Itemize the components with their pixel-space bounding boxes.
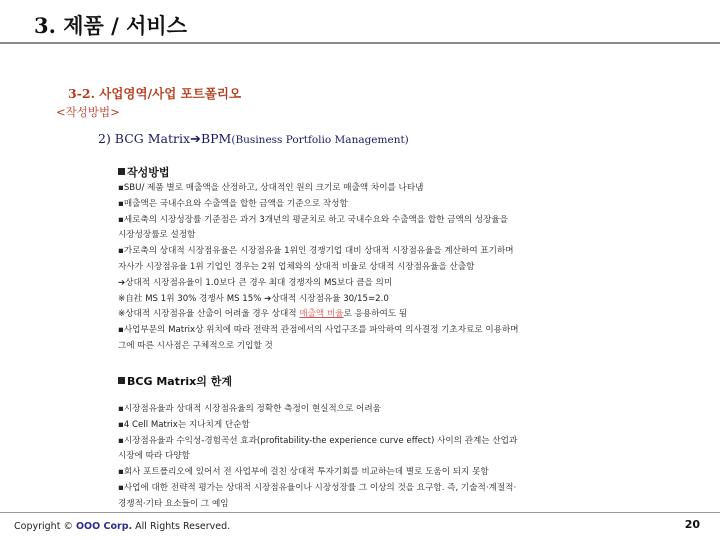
section-heading xyxy=(98,131,409,147)
method-line: ▪매출액은 국내수요와 수출액을 합한 금액을 기준으로 작성함 xyxy=(118,198,348,209)
copyright-prefix: Copyright © xyxy=(14,521,73,532)
limits-line: 경쟁적·기타 요소들이 그 예임 xyxy=(118,498,229,509)
method-line: ▪SBU/ 제품 별로 매출액을 산정하고, 상대적인 원의 크기로 매출액 차이를 나타냄 xyxy=(118,183,424,193)
limits-line: ▪사업에 대한 전략적 평가는 상대적 시장점유율이나 시장성장률 그 이상의 것을 요구함. 즉, 기술적·계절적· xyxy=(118,482,517,493)
title-divider xyxy=(0,42,720,44)
method-line: ▪세로축의 시장성장률 기준점은 과거 3개년의 평균치로 하고 국내수요와 수출액을 합한 금액의 성장율을 xyxy=(118,214,509,225)
method-line: ※自社 MS 1위 30% 경쟁사 MS 15% ➔상대적 시장점유율 30/15=2.0 xyxy=(118,293,389,304)
limits-line: ▪회사 포트폴리오에 있어서 전 사업부에 걸친 상대적 투자기회를 비교하는데 별로 도움이 되지 못함 xyxy=(118,467,489,478)
block-heading-label: 작성방법 xyxy=(127,166,170,179)
square-bullet-icon xyxy=(118,168,125,175)
section-heading-prefix: 2) BCG Matrix xyxy=(98,131,191,146)
page-title: 3. 제품 / 서비스 xyxy=(34,13,187,38)
line-text: ※상대적 시장점유율 산출이 어려울 경우 상대적 xyxy=(118,309,300,320)
block-heading-method xyxy=(118,164,170,180)
limits-lines xyxy=(118,402,678,513)
limits-line: ▪시장점유율과 상대적 시장점유율의 정확한 측정이 현실적으로 어려움 xyxy=(118,404,381,414)
limits-line: ▪4 Cell Matrix는 지나치게 단순함 xyxy=(118,419,250,430)
copyright-suffix: All Rights Reserved. xyxy=(135,521,231,532)
highlight-text: 매출액 비율 xyxy=(299,309,344,320)
corp-name: OOO Corp. xyxy=(75,521,133,532)
section-heading-rest: (Business Portfolio Management) xyxy=(231,134,409,146)
method-line: ▪사업부문의 Matrix상 위치에 따라 전략적 관점에서의 사업구조를 파악하여 의사결정 기초자료로 이용하며 xyxy=(118,325,519,336)
method-line: ➔상대적 시장점유율이 1.0보다 큰 경우 최대 경쟁자의 MS보다 큼을 의미 xyxy=(118,277,393,288)
block-heading-label: BCG Matrix의 한계 xyxy=(127,375,232,388)
method-line: ▪가로축의 상대적 시장점유율은 시장점유율 1위인 경쟁기업 대비 상대적 시장점유율을 계산하여 표기하며 xyxy=(118,246,514,257)
square-bullet-icon xyxy=(118,377,125,384)
limits-line: 시장에 따라 다양함 xyxy=(118,451,190,462)
method-tag: <작성방법> xyxy=(56,105,120,119)
footer-divider xyxy=(0,512,720,513)
arrow-icon: ➔ xyxy=(190,132,201,147)
method-line: 그에 따른 시사점은 구체적으로 기입할 것 xyxy=(118,340,273,351)
line-text: 로 응용하여도 됨 xyxy=(343,309,408,320)
footer-copyright xyxy=(14,521,230,532)
method-lines xyxy=(118,181,678,355)
method-line xyxy=(118,307,678,323)
method-line: 시장성장률로 설정함 xyxy=(118,230,196,241)
page-number: 20 xyxy=(684,518,700,531)
block-heading-limits xyxy=(118,373,232,389)
limits-line: ▪시장점유율과 수익성-경험곡선 효과(profitability-the experience curve effect) 사이의 관계는 산업과 xyxy=(118,435,518,446)
section-subtitle: 3-2. 사업영역/사업 포트폴리오 xyxy=(68,86,242,101)
method-line: 자사가 시장점유율 1위 기업인 경우는 2위 업체와의 상대적 비율로 상대적 시장점유율을 산출함 xyxy=(118,261,475,272)
section-heading-mid: BPM xyxy=(200,131,232,146)
